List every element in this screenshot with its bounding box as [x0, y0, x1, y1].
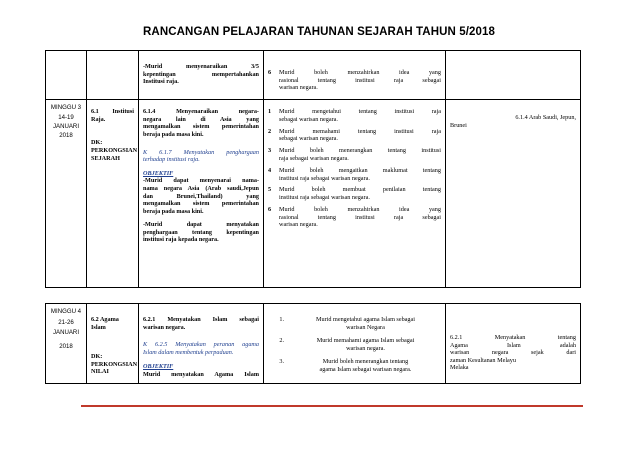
- objektif-heading: OBJEKTIF: [143, 363, 174, 371]
- week-cell: MINGGU 4 21-26 JANUARI 2018: [46, 304, 87, 384]
- list-item: 2. Murid memahami agama Islam sebagai warisan negara.: [279, 337, 415, 352]
- notes-cell: 6.1.4 Arab Saudi, Jepun, Brunei: [446, 100, 581, 288]
- table-row: [46, 51, 581, 100]
- standard-cell: 6.1.4 Menyenaraikan negara- negara lain di Asia yang mengamalkan sistem pemerintahan beraja pada masa kini. K 6.1.7 Menyatakan penghargaan terhadap institusi raja. OBJEKTIF -Murid dapat menyenarai nama- nama negara Asia (Arab saudi,Jepun dan Brunei,Thailand) yang mengamalkan sistem pemerintahan beraja pada masa kini. -Murid dapat menyatakan penghargaan tentang kepentingan institusi raja kepada negara.: [139, 100, 264, 288]
- week-cell: [46, 51, 87, 100]
- performance-standard-cell: [264, 100, 446, 288]
- topic-cell: 6.1 Institusi Raja. DK: PERKONGSIAN SEJARAH: [87, 100, 139, 288]
- standard-cell: -Murid menyenaraikan 3/5 kepentingan mempertahankan Institusi raja.: [139, 51, 264, 100]
- table-row: [46, 100, 581, 288]
- table-row: [46, 304, 581, 384]
- page-title: RANCANGAN PELAJARAN TAHUNAN SEJARAH TAHUN 5/2018: [143, 26, 495, 38]
- week-cell: MINGGU 3 14-19 JANUARI 2018: [46, 100, 87, 288]
- topic-cell: [87, 51, 139, 100]
- notes-cell: [446, 51, 581, 100]
- list-item: 5 Murid boleh membuat penilaian tentang institusi raja sebagai warisan negara.: [268, 186, 441, 202]
- objektif-heading: OBJEKTIF: [143, 169, 174, 177]
- list-item: 4 Murid boleh mengaitkan maklumat tentang institusi raja sebagai warisan negara.: [268, 166, 441, 182]
- footer-divider: [81, 405, 583, 407]
- list-item: 3. Murid boleh menerangkan tentang agama Islam sebagai warisan negara.: [279, 358, 412, 373]
- performance-standard-cell: [264, 304, 446, 384]
- list-item: 1. Murid mengetahui agama Islam sebagai warisan Negara: [279, 316, 415, 331]
- lesson-plan-table-week-3: [45, 50, 581, 288]
- standard-cell: 6.2.1 Menyatakan Islam sebagai warisan negara. K 6.2.5 Menyatakan peranan agama Islam dalam membentuk perpaduan. OBJEKTIF Murid menyatakan Agama Islam: [139, 304, 264, 384]
- list-item: 1 Murid mengetahui tentang institusi raja sebagai warisan negara.: [268, 108, 441, 123]
- topic-cell: 6.2 Agama Islam DK: PERKONGSIAN NILAI: [87, 304, 139, 384]
- performance-standard-cell: 6 Murid boleh menzahirkan idea yang rasional tentang institusi raja sebagai warisan negara.: [264, 51, 446, 100]
- lesson-plan-table-week-4: [45, 303, 581, 384]
- list-item: 6 Murid boleh menzahirkan idea yang rasional tentang institusi raja sebagai warisan negara.: [268, 206, 441, 229]
- list-item: 2 Murid memahami tentang institusi raja sebagai warisan negara.: [268, 127, 441, 143]
- notes-cell: 6.2.1 Menyatakan tentang Agama Islam adalah warisan negara sejak dari zaman Kesultanan Melayu Melaka: [446, 304, 581, 384]
- list-item: 3 Murid boleh menerangkan tentang institusi raja sebagai warisan negara.: [268, 147, 441, 162]
